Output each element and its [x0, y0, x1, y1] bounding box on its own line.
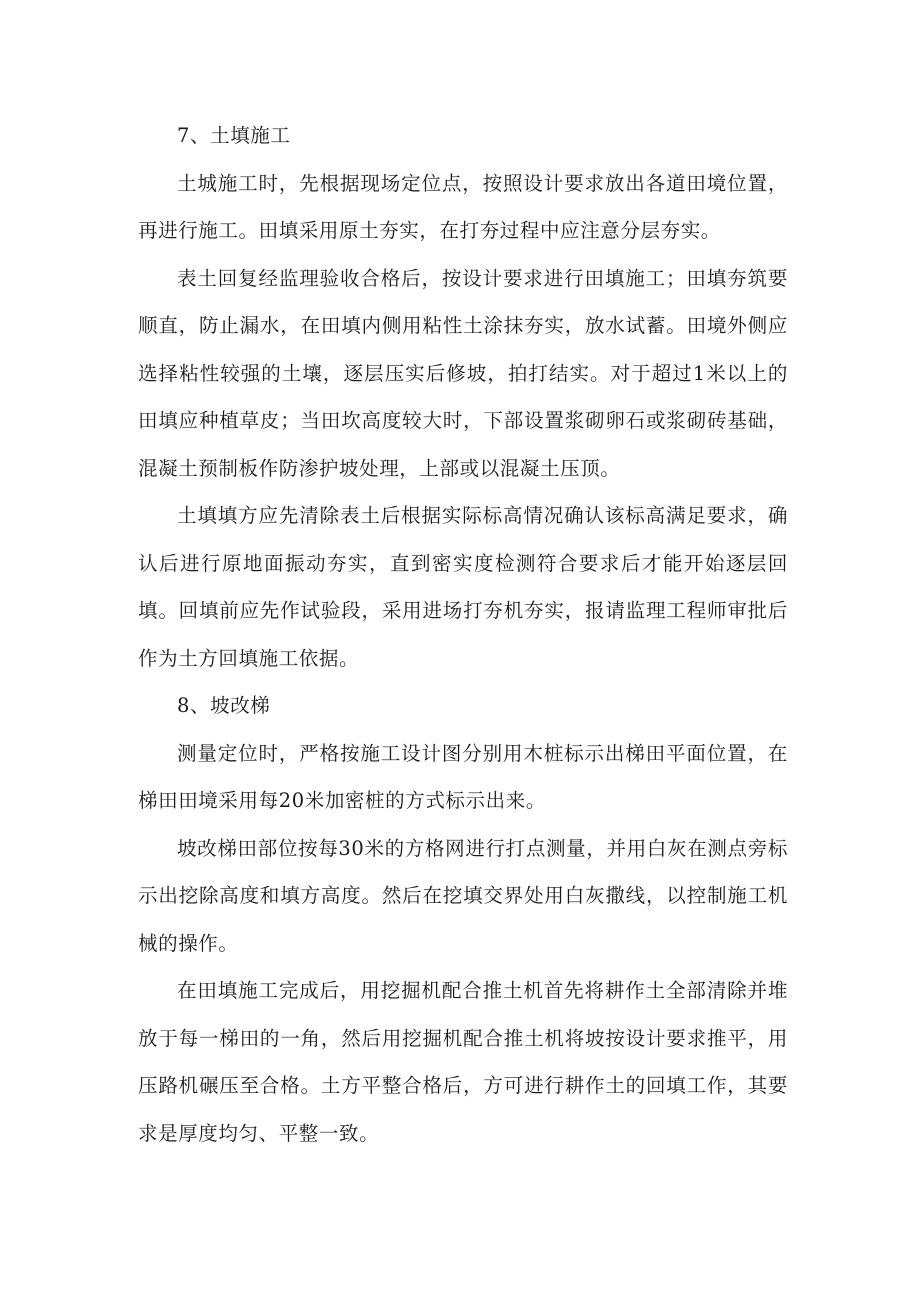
paragraph: 在田填施工完成后，用挖掘机配合推土机首先将耕作土全部清除并堆放于每一梯田的一角，然后用挖掘机配合推土机将坡按设计要求推平，用压路机碾压至合格。土方平整合格后，方可进行耕作土的回填工作，其要求是厚度均匀、平整一致。 [138, 979, 788, 1145]
document-body [138, 112, 788, 1157]
paragraph: 坡改梯田部位按每30米的方格网进行打点测量，并用白灰在测点旁标示出挖除高度和填方高度。然后在挖填交界处用白灰撒线，以控制施工机械的操作。 [138, 836, 788, 955]
paragraph: 测量定位时，严格按施工设计图分别用木桩标示出梯田平面位置，在梯田田境采用每20米加密桩的方式标示出来。 [138, 741, 788, 812]
section-heading-7: 7、土填施工 [177, 124, 291, 147]
paragraph: 土填填方应先清除表土后根据实际标高情况确认该标高满足要求，确认后进行原地面振动夯实，直到密实度检测符合要求后才能开始逐层回填。回填前应先作试验段，采用进场打夯机夯实，报请监理工程师审批后作为土方回填施工依据。 [138, 504, 788, 670]
paragraph: 表土回复经监理验收合格后，按设计要求进行田填施工；田填夯筑要顺直，防止漏水，在田填内侧用粘性土涂抹夯实，放水试蓄。田境外侧应选择粘性较强的土壤，逐层压实后修坡，拍打结实。对于超过1米以上的田填应种植草皮；当田坎高度较大时，下部设置浆砌卵石或浆砌砖基础，混凝土预制板作防渗护坡处理，上部或以混凝土压顶。 [138, 266, 788, 480]
section-heading-8: 8、坡改梯 [177, 694, 271, 717]
paragraph: 土城施工时，先根据现场定位点，按照设计要求放出各道田境位置，再进行施工。田填采用原土夯实，在打夯过程中应注意分层夯实。 [138, 171, 788, 242]
